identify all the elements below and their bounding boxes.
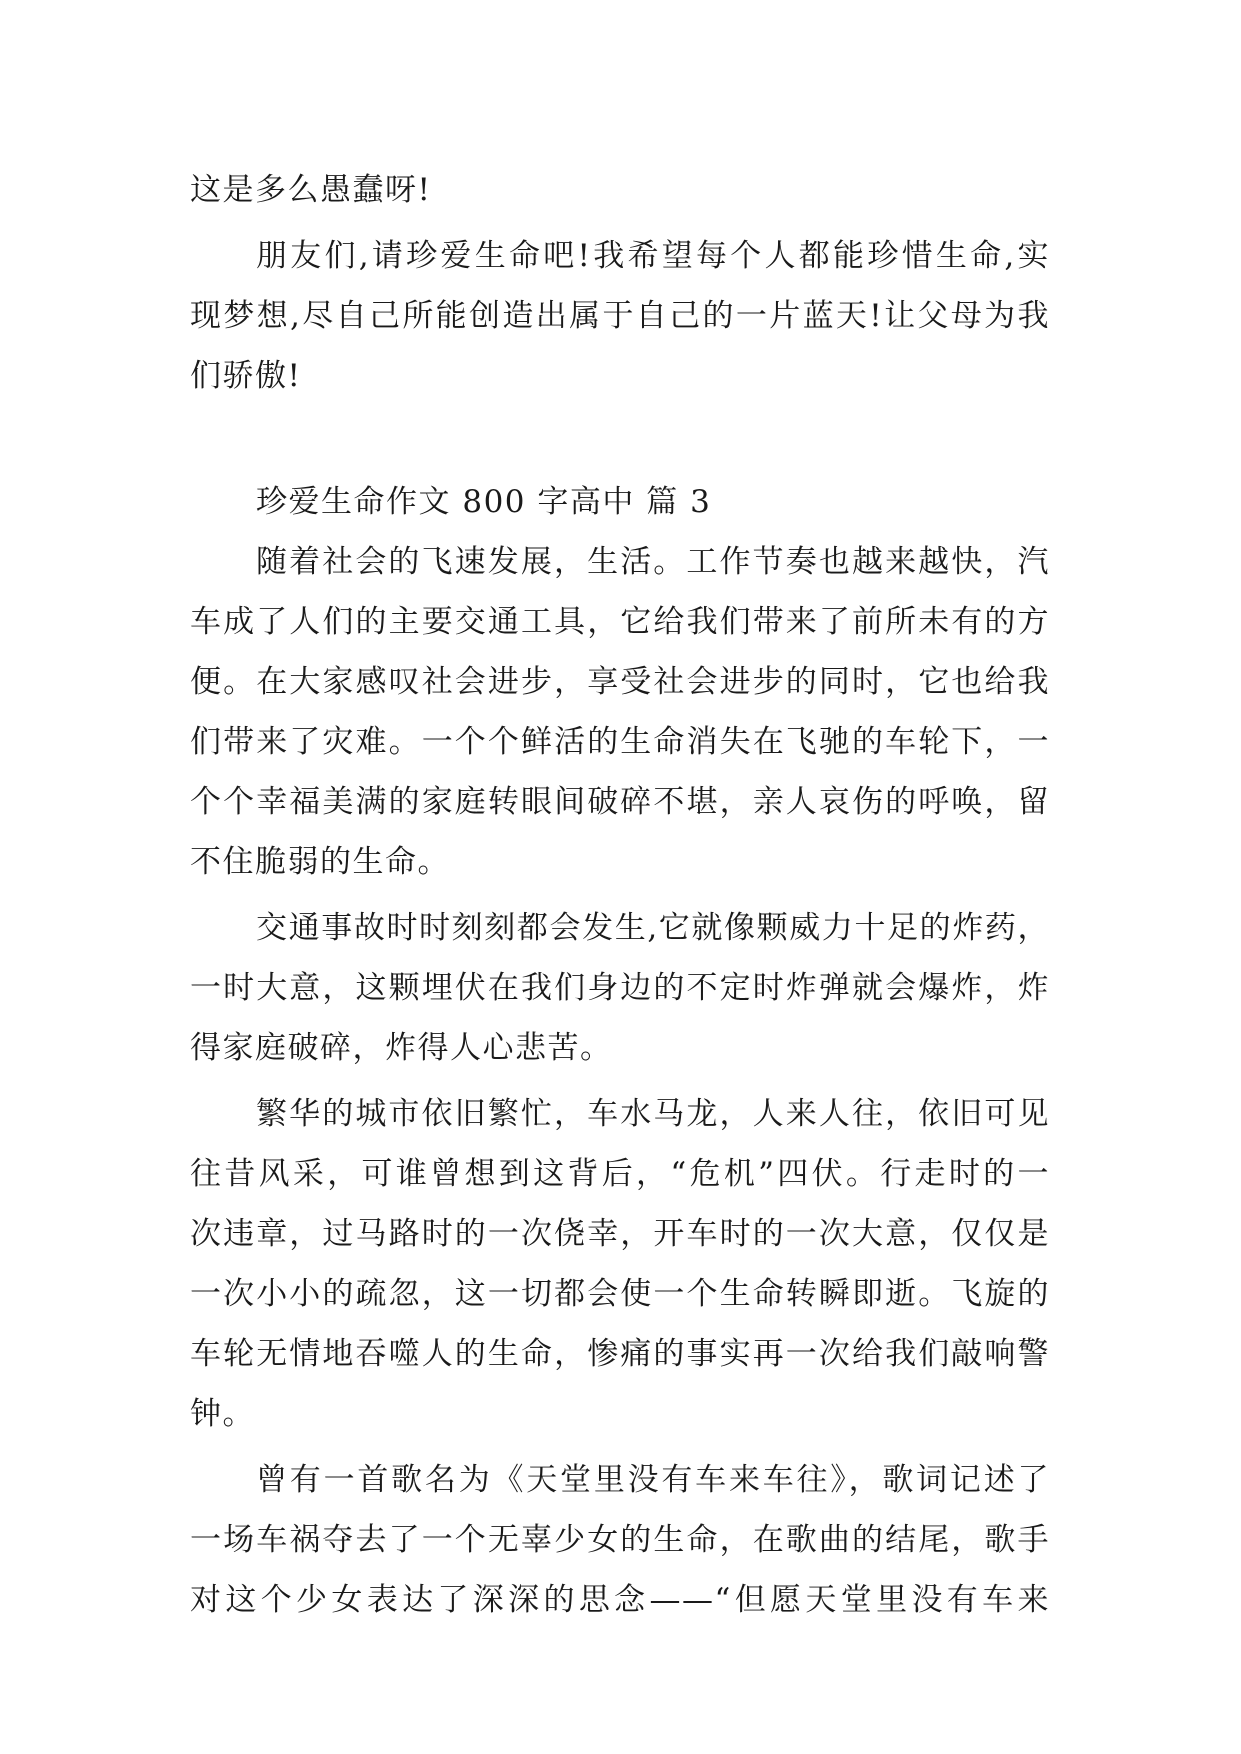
document-page bbox=[190, 160, 1050, 1630]
paragraph-line: 们骄傲! bbox=[190, 358, 302, 394]
paragraph-line: 现梦想,尽自己所能创造出属于自己的一片蓝天!让父母为我 bbox=[190, 298, 1050, 334]
paragraph-line: 一时大意，这颗埋伏在我们身边的不定时炸弹就会爆炸，炸 bbox=[190, 970, 1050, 1006]
section-heading: 珍爱生命作文 800 字高中 篇 3 bbox=[256, 484, 712, 520]
paragraph-line: 一场车祸夺去了一个无辜少女的生命，在歌曲的结尾，歌手 bbox=[190, 1522, 1050, 1558]
paragraph-line: 往昔风采，可谁曾想到这背后，“危机”四伏。行走时的一 bbox=[190, 1156, 1050, 1192]
paragraph-line: 钟。 bbox=[190, 1396, 255, 1432]
paragraph-line: 不住脆弱的生命。 bbox=[190, 844, 450, 880]
paragraph-line: 们带来了灾难。一个个鲜活的生命消失在飞驰的车轮下，一 bbox=[190, 724, 1050, 760]
paragraph-line: 曾有一首歌名为《天堂里没有车来车往》，歌词记述了 bbox=[256, 1462, 1050, 1498]
paragraph-line: 一次小小的疏忽，这一切都会使一个生命转瞬即逝。飞旋的 bbox=[190, 1276, 1050, 1312]
section-spacer bbox=[190, 406, 1050, 466]
paragraph-line: 车轮无情地吞噬人的生命，惨痛的事实再一次给我们敲响警 bbox=[190, 1336, 1050, 1372]
paragraph-line: 得家庭破碎，炸得人心悲苦。 bbox=[190, 1030, 613, 1066]
paragraph-line: 这是多么愚蠢呀! bbox=[190, 172, 432, 208]
paragraph-line: 对这个少女表达了深深的思念——“但愿天堂里没有车来 bbox=[190, 1582, 1050, 1618]
paragraph-line: 随着社会的飞速发展，生活。工作节奏也越来越快，汽 bbox=[256, 544, 1050, 580]
paragraph-line: 交通事故时时刻刻都会发生,它就像颗威力十足的炸药， bbox=[256, 910, 1050, 946]
paragraph-line: 便。在大家感叹社会进步，享受社会进步的同时，它也给我 bbox=[190, 664, 1050, 700]
paragraph-line: 朋友们,请珍爱生命吧!我希望每个人都能珍惜生命,实 bbox=[256, 238, 1050, 274]
paragraph-line: 个个幸福美满的家庭转眼间破碎不堪，亲人哀伤的呼唤，留 bbox=[190, 784, 1050, 820]
paragraph-line: 车成了人们的主要交通工具，它给我们带来了前所未有的方 bbox=[190, 604, 1050, 640]
paragraph-line: 次违章，过马路时的一次侥幸，开车时的一次大意，仅仅是 bbox=[190, 1216, 1050, 1252]
paragraph-line: 繁华的城市依旧繁忙，车水马龙，人来人往，依旧可见 bbox=[256, 1096, 1050, 1132]
